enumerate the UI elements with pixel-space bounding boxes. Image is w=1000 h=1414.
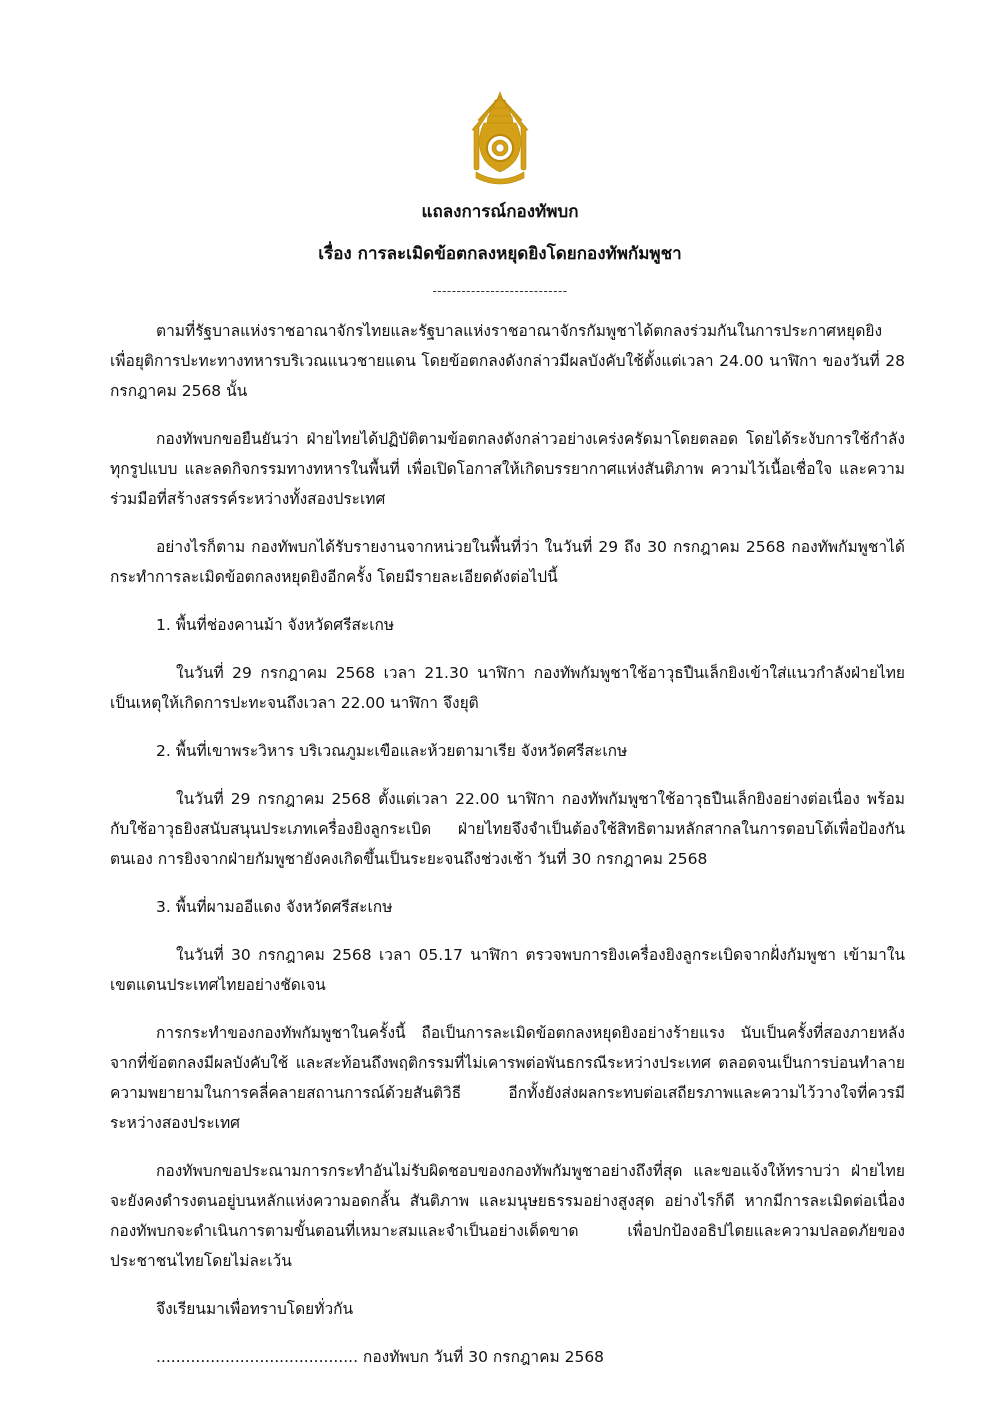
item-2-text: ในวันที่ 29 กรกฎาคม 2568 ตั้งแต่เวลา 22.00 นาฬิกา กองทัพกัมพูชาใช้อาวุธปืนเล็กยิงอย่างต่อเนื่อง พร้อมกับใช้อาวุธยิงสนับสนุนประเภทเครื่องยิงลูกระเบิด ฝ่ายไทยจึงจำเป็นต้องใช้สิทธิตามหลักสากลในการตอบโต้เพื่อป้องกันตนเอง การยิงจากฝ่ายกัมพูชายังคงเกิดขึ้นเป็นระยะจนถึงช่วงเช้า วันที่ 30 กรกฎาคม 2568	[110, 790, 905, 868]
item-1-title: 1. พื้นที่ช่องคานม้า จังหวัดศรีสะเกษ	[156, 616, 395, 634]
paragraph-intro: ตามที่รัฐบาลแห่งราชอาณาจักรไทยและรัฐบาลแห่งราชอาณาจักรกัมพูชาได้ตกลงร่วมกันในการประกาศหยุดยิง เพื่อยุติการปะทะทางทหารบริเวณแนวชายแดน โดยข้อตกลงดังกล่าวมีผลบังคับใช้ตั้งแต่เวลา 24.00 นาฬิกา ของวันที่ 28 กรกฎาคม 2568 นั้น	[110, 322, 905, 400]
item-1-text: ในวันที่ 29 กรกฎาคม 2568 เวลา 21.30 นาฬิกา กองทัพกัมพูชาใช้อาวุธปืนเล็กยิงเข้าใส่แนวกำลังฝ่ายไทย เป็นเหตุให้เกิดการปะทะจนถึงเวลา 22.00 นาฬิกา จึงยุติ	[110, 664, 905, 712]
royal-thai-army-emblem-icon	[458, 90, 542, 190]
title-divider: ----------------------------	[432, 284, 568, 298]
item-2-title: 2. พื้นที่เขาพระวิหาร บริเวณภูมะเขือและห้วยตามาเรีย จังหวัดศรีสะเกษ	[156, 742, 628, 760]
paragraph-report: อย่างไรก็ตาม กองทัพบกได้รับรายงานจากหน่วยในพื้นที่ว่า ในวันที่ 29 ถึง 30 กรกฎาคม 2568 กองทัพกัมพูชาได้กระทำการละเมิดข้อตกลงหยุดยิงอีกครั้ง โดยมีรายละเอียดดังต่อไปนี้	[110, 538, 905, 586]
paragraph-condemnation: กองทัพบกขอประณามการกระทำอันไม่รับผิดชอบของกองทัพกัมพูชาอย่างถึงที่สุด และขอแจ้งให้ทราบว่า ฝ่ายไทยจะยังคงดำรงตนอยู่บนหลักแห่งความอดกลั้น สันติภาพ และมนุษยธรรมอย่างสูงสุด อย่างไรก็ดี หากมีการละเมิดต่อเนื่อง กองทัพบกจะดำเนินการตามขั้นตอนที่เหมาะสมและจำเป็นอย่างเด็ดขาด เพื่อปกป้องอธิปไตยและความปลอดภัยของประชาชนไทยโดยไม่ละเว้น	[110, 1162, 905, 1270]
document-title: แถลงการณ์กองทัพบก	[421, 202, 579, 222]
paragraph-affirmation: กองทัพบกขอยืนยันว่า ฝ่ายไทยได้ปฏิบัติตามข้อตกลงดังกล่าวอย่างเคร่งครัดมาโดยตลอด โดยได้ระงับการใช้กำลังทุกรูปแบบ และลดกิจกรรมทางทหารในพื้นที่ เพื่อเปิดโอกาสให้เกิดบรรยากาศแห่งสันติภาพ ความไว้เนื้อเชื่อใจ และความร่วมมือที่สร้างสรรค์ระหว่างทั้งสองประเทศ	[110, 430, 905, 508]
closing-line: จึงเรียนมาเพื่อทราบโดยทั่วกัน	[156, 1300, 354, 1318]
signature-line: ......................................... กองทัพบก วันที่ 30 กรกฎาคม 2568	[156, 1348, 605, 1366]
item-3-title: 3. พื้นที่ผามออีแดง จังหวัดศรีสะเกษ	[156, 898, 393, 916]
item-3-text: ในวันที่ 30 กรกฎาคม 2568 เวลา 05.17 นาฬิกา ตรวจพบการยิงเครื่องยิงลูกระเบิดจากฝั่งกัมพูชา เข้ามาในเขตแดนประเทศไทยอย่างชัดเจน	[110, 946, 905, 994]
document-subject: เรื่อง การละเมิดข้อตกลงหยุดยิงโดยกองทัพกัมพูชา	[318, 244, 682, 264]
paragraph-condemnation-context: การกระทำของกองทัพกัมพูชาในครั้งนี้ ถือเป็นการละเมิดข้อตกลงหยุดยิงอย่างร้ายแรง นับเป็นครั้งที่สองภายหลังจากที่ข้อตกลงมีผลบังคับใช้ และสะท้อนถึงพฤติกรรมที่ไม่เคารพต่อพันธกรณีระหว่างประเทศ ตลอดจนเป็นการบ่อนทำลายความพยายามในการคลี่คลายสถานการณ์ด้วยสันติวิธี อีกทั้งยังส่งผลกระทบต่อเสถียรภาพและความไว้วางใจที่ควรมีระหว่างสองประเทศ	[110, 1024, 905, 1132]
document-body	[110, 316, 905, 1390]
